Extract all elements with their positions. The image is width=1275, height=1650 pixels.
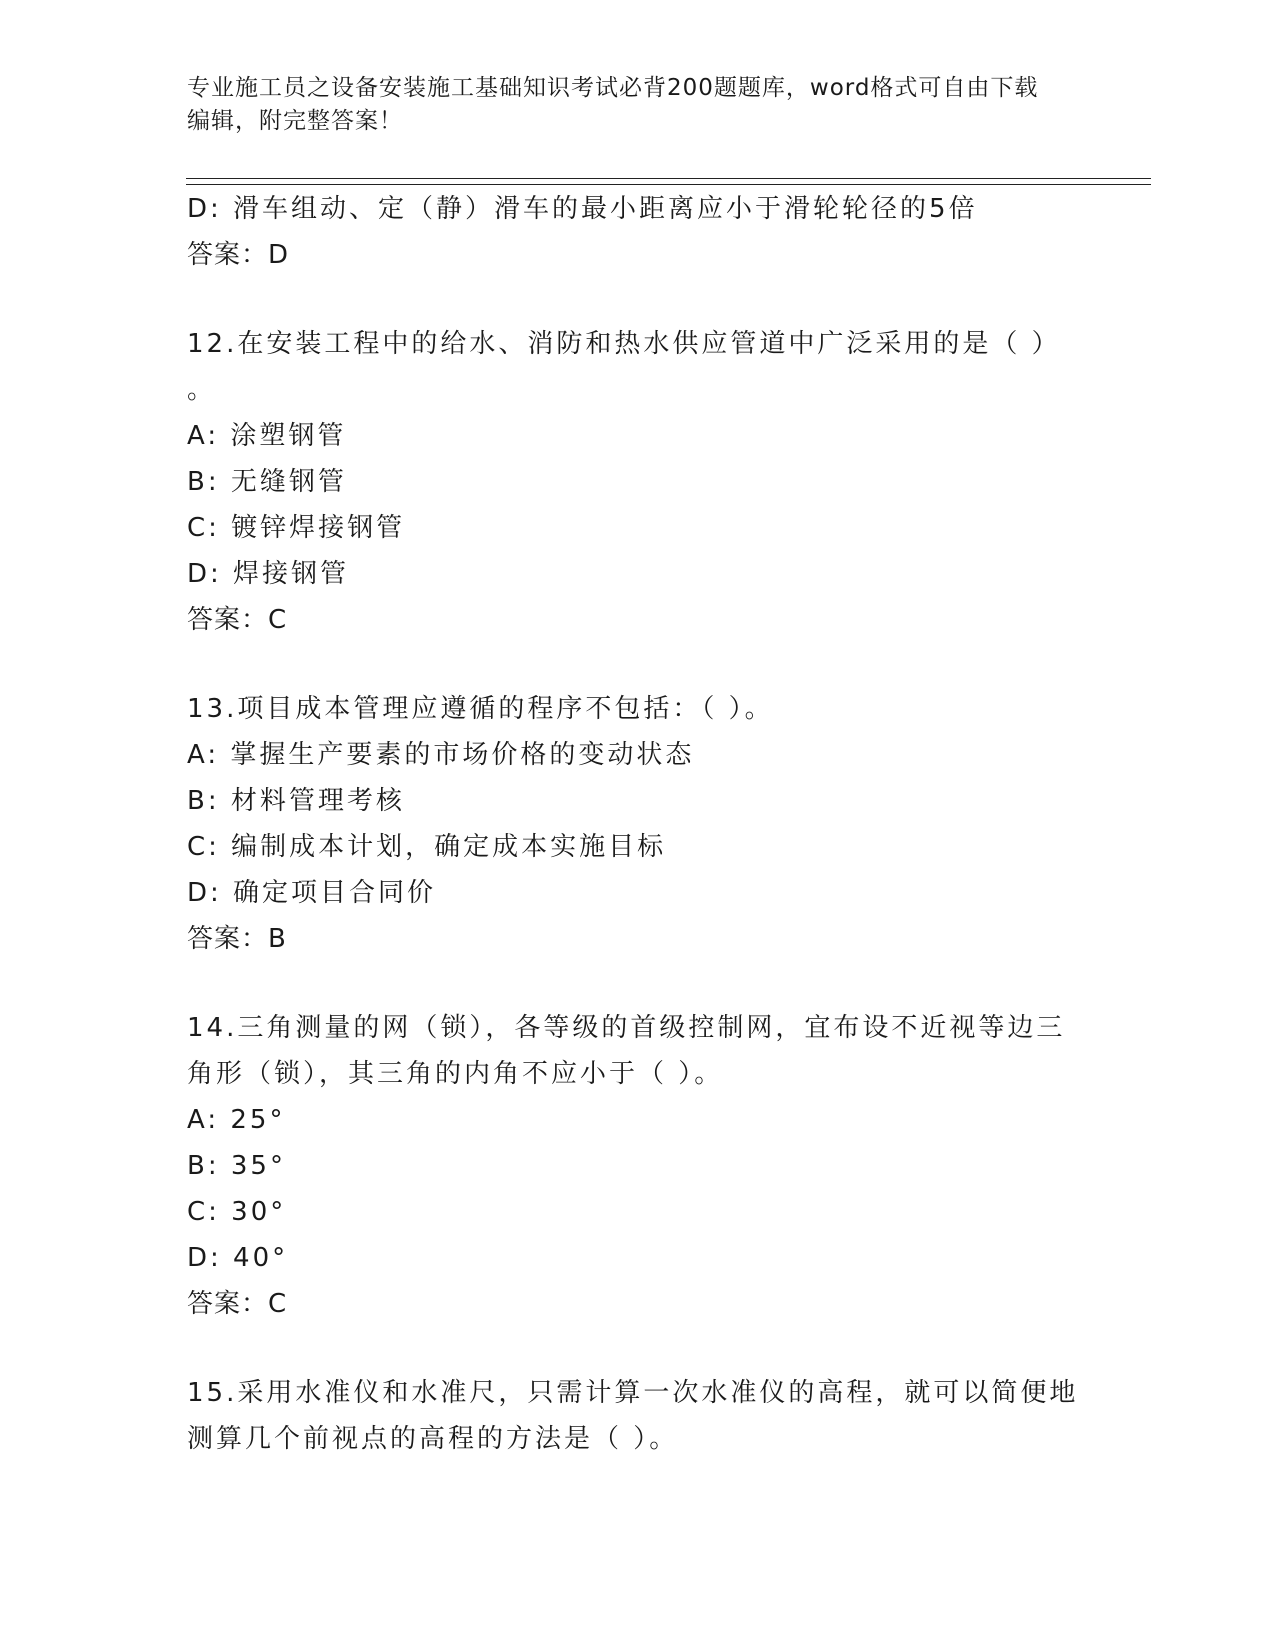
- header-line-1: 专业施工员之设备安装施工基础知识考试必背200题题库，word格式可自由下载: [187, 75, 1039, 101]
- question-15: [187, 1370, 1087, 1462]
- question-12: [187, 321, 1087, 643]
- question-stem-continued: 角形（锁），其三角的内角不应小于（ ）。: [187, 1059, 724, 1089]
- option-a: A: 掌握生产要素的市场价格的变动状态: [187, 740, 695, 770]
- question-stem: 13.项目成本管理应遵循的程序不包括：（ ）。: [187, 694, 774, 724]
- question-13: [187, 686, 1087, 962]
- header-divider: [186, 178, 1151, 185]
- question-stem: 14.三角测量的网（锁），各等级的首级控制网，宜布设不近视等边三: [187, 1013, 1066, 1043]
- document-body: [187, 186, 1087, 1462]
- option-a: A: 涂塑钢管: [187, 421, 347, 451]
- option-b: B: 材料管理考核: [187, 786, 405, 816]
- option-c: C: 镀锌焊接钢管: [187, 513, 406, 543]
- option-d: D: 40°: [187, 1243, 289, 1273]
- option-c: C: 30°: [187, 1197, 287, 1227]
- option-a: A: 25°: [187, 1105, 286, 1135]
- answer: 答案：C: [187, 1289, 288, 1319]
- answer: 答案：B: [187, 924, 287, 954]
- option-d: D: 确定项目合同价: [187, 878, 437, 908]
- question-stem: 12.在安装工程中的给水、消防和热水供应管道中广泛采用的是（ ）: [187, 329, 1061, 359]
- question-14: [187, 1005, 1087, 1327]
- option-c: C: 编制成本计划，确定成本实施目标: [187, 832, 667, 862]
- answer: 答案：C: [187, 605, 288, 635]
- option-d: D: 焊接钢管: [187, 559, 350, 589]
- question-stem-continued: 测算几个前视点的高程的方法是（ ）。: [187, 1424, 679, 1454]
- option-b: B: 35°: [187, 1151, 286, 1181]
- question-stem: 15.采用水准仪和水准尺，只需计算一次水准仪的高程，就可以简便地: [187, 1378, 1079, 1408]
- question-stem-continued: 。: [187, 375, 217, 405]
- option-b: B: 无缝钢管: [187, 467, 347, 497]
- prev-answer: 答案：D: [187, 240, 290, 270]
- prev-option-d: D: 滑车组动、定（静）滑车的最小距离应小于滑轮轮径的5倍: [187, 194, 978, 224]
- document-header: [187, 72, 1067, 138]
- header-line-2: 编辑，附完整答案！: [187, 108, 403, 134]
